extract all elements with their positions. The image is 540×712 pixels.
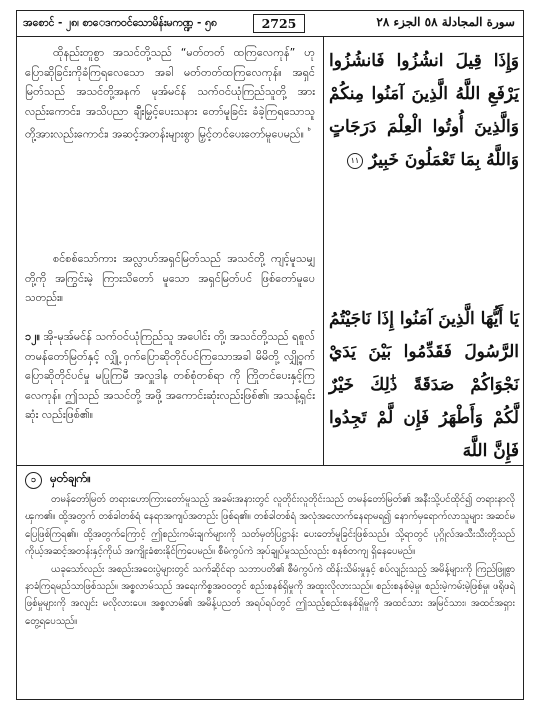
notes-paragraph-1: တမန်တော်မြတ် တရားဟောကြားတော်မူသည့် အခမ်းအနားတွင် လူတိုင်းလူတိုင်းသည် တမန်တော်မြတ်၏ အနီးသို့ပင်ထိုင်၍ တရားနာလိုၾက၏။ ထို့အတွက် တစ်ခါတစ်ရံ နေရာအကျပ်အတည်း ဖြစ်ရ၏။ တစ်ခါတစ်ရံ အလုံအလောက်နေရာမရ၍ နောက်မှရောက်လာသူများ အဆင်မပြေဖြစ်ကြရ၏။ ထို့အတွက်ကြောင့် ဤစည်းကမ်းချက်များကို သတ်မှတ်ပြဋ္ဌာန်း ပေးတော်မူခြင်းဖြစ်သည်။ သို့ရာတွင် ပုဂ္ဂိုလ်အသီးသီးတို့သည် ကိုယ့်အဆင့်အတန်းနှင့်ကိုယ် အကျိုးခံစားနိုင်ကြပေမည်။ စီမံကွပ်ကဲ အုပ်ချုပ်မှုသည်လည်း စနစ်တကျ ရှိနေပေမည်။: [25, 494, 515, 558]
arabic-text-11: وَإِذَا قِيلَ انشُزُوا فَانشُزُوا يَرْفَعِ اللَّهُ الَّذِينَ آمَنُوا مِنكُمْ وَالَّذِينَ أُوتُوا الْعِلْمَ دَرَجَاتٍ وَاللَّهُ بِمَا تَعْمَلُونَ خَبِيرٌ: [329, 51, 519, 170]
header-surah-label: سورة المجادلة ٥٨ الجزء ٢٨: [376, 15, 515, 29]
notes-title: မှတ်ချက်။: [50, 471, 91, 485]
translation-text-2: စင်စစ်သော်ကား အလ္လာဟ်အရှင်မြတ်သည် အသင်တို့ ကျင့်မူသမျှတို့ကို အကြွင်းမဲ့ ကြားသိတော် မူသော အရှင်မြတ်ပင် ဖြစ်တော်မူပေသတည်း။: [25, 252, 315, 305]
column-divider: [323, 37, 324, 465]
note-number-badge: ၁: [25, 472, 42, 489]
page-header: [17, 11, 523, 37]
verse-number-12: ၁၂။: [25, 330, 40, 343]
page-number: 2725: [253, 14, 305, 33]
ayah-number-icon: ١١: [347, 153, 363, 169]
mushaf-page: [16, 10, 524, 700]
translation-text-3: အို-မုအ်မင်န် သက်ဝင်ယုံကြည်သူ အပေါင်း တို့၊ အသင်တို့သည် ရစူလ်တမန်တော်မြတ်နှင့် လျှို့ ဝှက်ပြောဆိုတိုင်ပင်ကြသောအခါ မိမိတို့ လျှို့ဝှက် ပြောဆိုတိုင်ပင်မှု မပြုကြမီ အလှူဒါန တစ်စုံတစ်ရာ ကို ကြိုတင်ပေးနှင့်ကြလေကုန်။ ဤသည် အသင်တို့ အဖို့ အကောင်းဆုံးလည်းဖြစ်၏၊ အသန့်ရှင်းဆုံး လည်းဖြစ်၏။: [25, 330, 315, 422]
header-chapter-label: အစောင် - ၂၈၊ စာေဒကဝင်သောမိန်းမကဏ္ဍ - ၅၈: [23, 17, 217, 29]
footnote-mark: ᵇ: [307, 126, 311, 136]
translation-block-2: [25, 249, 315, 311]
notes-paragraph-2: ယခုသော်လည်း အစည်းအဝေးပွဲများတွင် သက်ဆိုင်ရာ သဘာပတိ၏ စီမံကွပ်ကဲ ထိန်းသိမ်းမှုနှင့် စပ်လျဉ်းသည့် အမိန့်များကို ကြည်ဖြူစွာ နာခံကြရမည်သာဖြစ်သည်။ အစ္စလာမ်သည် အရေးကိစ္စအဝဝတွင် စည်းစနစ်ရှိမှုကို အထူးလိုလားသည်။ စည်းစနစ်မဲ့မှု၊ စည်းမဲ့ကမ်းမဲ့ဖြစ်မှု၊ ဖရိုဖရဲဖြစ်မှုများကို အလျင်း မလိုလားပေ။ အစ္စလာမ်၏ အမိန့်ပညတ် အရပ်ရပ်တွင် ဤသည့်စည်းစနစ်ရှိမှုကို အထင်သား အမြင်သား၊ အထင်အရှား တွေ့ရပေသည်။: [25, 563, 515, 627]
translation-text-1: ထိုနည်းတူစွာ အသင်တို့သည် “မတ်တတ် ထကြလေကုန်” ဟု ပြောဆိုခြင်းကိုခံကြရလေသော အခါ မတ်တတ်ထကြလေကုန်။ အရှင်မြတ်သည် အသင်တို့အနက် မုအ်မင်န် သက်ဝင်ယုံကြည်သူတို့ အားလည်းကောင်း၊ အသိပညာ ချီးမြှင့်ပေးသနား တော်မူခြင်း ခံခဲ့ကြရသောသူတို့အားလည်းကောင်း၊ အဆင့်အတန်းများစွာ မြှင့်တင်ပေးတော်မူပေမည်။: [25, 46, 315, 142]
notes-divider: [17, 465, 523, 466]
arabic-text-12: يَا أَيُّهَا الَّذِينَ آمَنُوا إِذَا نَاجَيْتُمُ الرَّسُولَ فَقَدِّمُوا بَيْنَ يَدَيْ نَجْوَاكُمْ صَدَقَةً ذَٰلِكَ خَيْرٌ لَّكُمْ وَأَطْهَرُ فَإِن لَّمْ تَجِدُوا فَإِنَّ اللَّهَ: [329, 309, 519, 461]
arabic-verse-11: [329, 45, 519, 195]
arabic-verse-12: [329, 303, 519, 463]
translation-block-3: [25, 327, 315, 465]
notes-heading: [25, 471, 91, 489]
translation-block-1: [25, 43, 315, 221]
commentary-notes: [25, 491, 515, 696]
